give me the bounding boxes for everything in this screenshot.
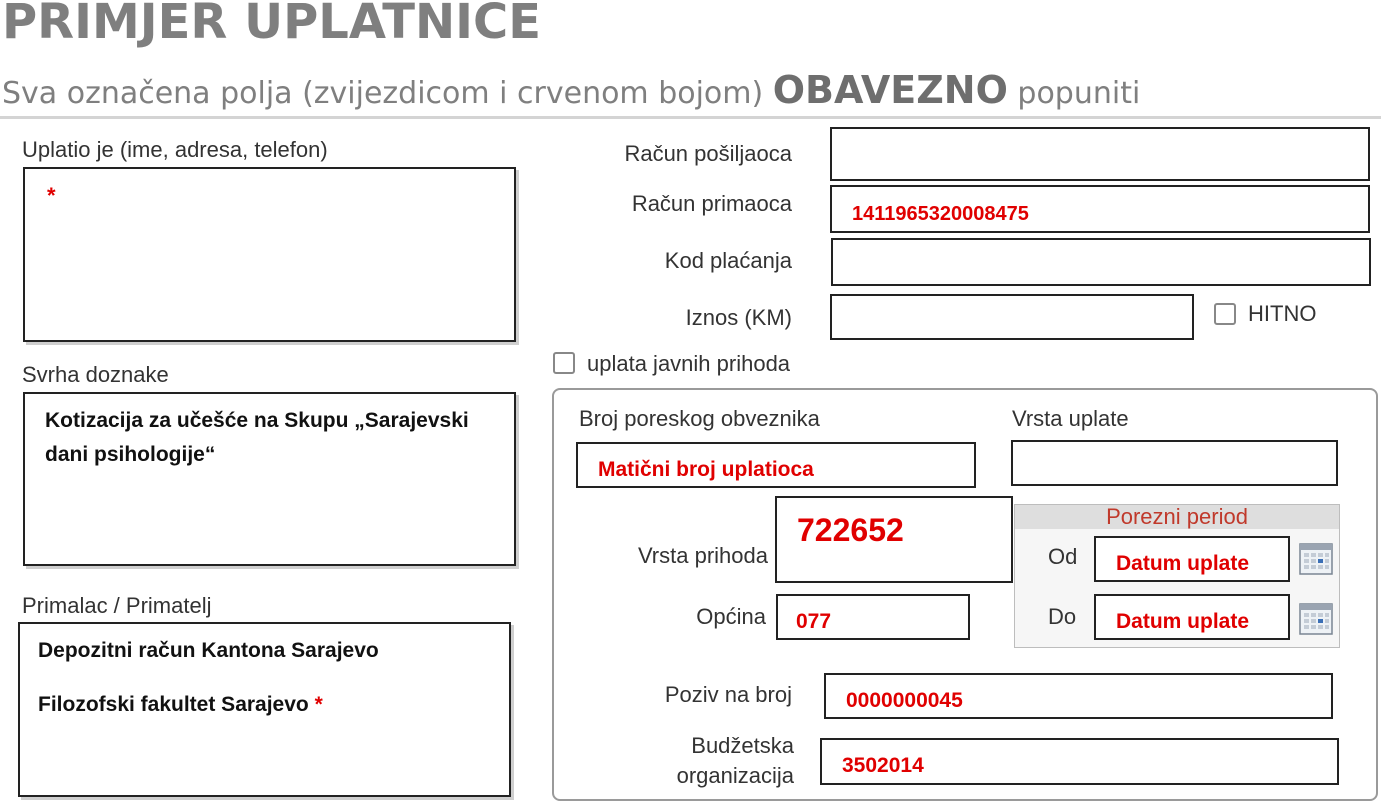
purpose-label: Svrha doznake — [22, 362, 169, 387]
payment-code-label: Kod plaćanja — [664, 248, 792, 273]
municipality-field[interactable] — [776, 594, 970, 640]
period-from-value: Datum uplate — [1116, 552, 1250, 575]
public-revenue-label: uplata javnih prihoda — [587, 351, 791, 376]
purpose-field[interactable] — [23, 392, 516, 566]
budget-org-value: 3502014 — [842, 754, 924, 777]
subtitle-suffix: popuniti — [1007, 76, 1141, 111]
tax-period-header: Porezni period — [1015, 505, 1339, 529]
page-title: PRIMJER UPLATNICE — [2, 0, 542, 50]
subtitle-prefix: Sva označena polja (zvijezdicom i crvenom bojom) — [2, 76, 773, 111]
recipient-line-2 — [38, 688, 323, 722]
header-divider — [0, 116, 1381, 119]
payment-type-field[interactable] — [1011, 440, 1338, 486]
recipient-account-value: 1411965320008475 — [852, 203, 1029, 225]
period-to-field[interactable] — [1094, 594, 1290, 640]
payment-code-field[interactable] — [831, 238, 1371, 286]
tax-id-value: Matični broj uplatioca — [598, 458, 814, 481]
reference-number-value: 0000000045 — [846, 689, 963, 712]
public-revenue-checkbox[interactable] — [553, 352, 575, 374]
tax-id-label: Broj poreskog obveznika — [579, 406, 820, 431]
subtitle-emphasis: OBAVEZNO — [772, 68, 1008, 112]
recipient-required-star: * — [314, 693, 323, 716]
reference-number-field[interactable] — [824, 673, 1333, 719]
payment-type-label: Vrsta uplate — [1012, 406, 1129, 431]
recipient-field[interactable] — [18, 622, 511, 797]
recipient-account-field[interactable] — [830, 185, 1370, 233]
purpose-value: Kotizacija za učešće na Skupu „Sarajevski dani psihologije“ — [45, 409, 469, 466]
budget-org-label-line-2: organizacija — [676, 763, 794, 788]
tax-id-field[interactable] — [576, 442, 976, 488]
revenue-type-label: Vrsta prihoda — [637, 543, 768, 568]
revenue-type-field[interactable] — [775, 496, 1013, 583]
recipient-line-2-text: Filozofski fakultet Sarajevo — [38, 693, 309, 716]
payer-field[interactable] — [23, 167, 516, 342]
municipality-value: 077 — [796, 610, 832, 633]
sender-account-label: Račun pošiljaoca — [624, 141, 792, 166]
sender-account-field[interactable] — [830, 127, 1370, 181]
amount-field[interactable] — [830, 294, 1194, 340]
calendar-icon[interactable] — [1299, 542, 1333, 576]
urgent-checkbox[interactable] — [1214, 303, 1236, 325]
budget-org-field[interactable] — [820, 738, 1339, 785]
period-from-field[interactable] — [1094, 536, 1290, 582]
budget-org-label-line-1: Budžetska — [691, 733, 794, 758]
payer-required-star: * — [47, 183, 56, 208]
municipality-label: Općina — [696, 604, 766, 629]
calendar-icon[interactable] — [1299, 602, 1333, 636]
period-to-value: Datum uplate — [1116, 610, 1250, 633]
reference-number-label: Poziv na broj — [664, 682, 792, 707]
amount-label: Iznos (KM) — [685, 305, 792, 330]
period-to-label: Do — [1048, 604, 1077, 629]
page-subtitle — [2, 68, 1140, 112]
period-from-label: Od — [1048, 544, 1078, 569]
recipient-label: Primalac / Primatelj — [22, 593, 212, 618]
recipient-account-label: Račun primaoca — [631, 191, 792, 216]
payer-label: Uplatio je (ime, adresa, telefon) — [22, 137, 328, 162]
revenue-type-value: 722652 — [797, 512, 904, 548]
recipient-line-1: Depozitni račun Kantona Sarajevo — [38, 639, 379, 662]
urgent-label: HITNO — [1248, 301, 1317, 326]
